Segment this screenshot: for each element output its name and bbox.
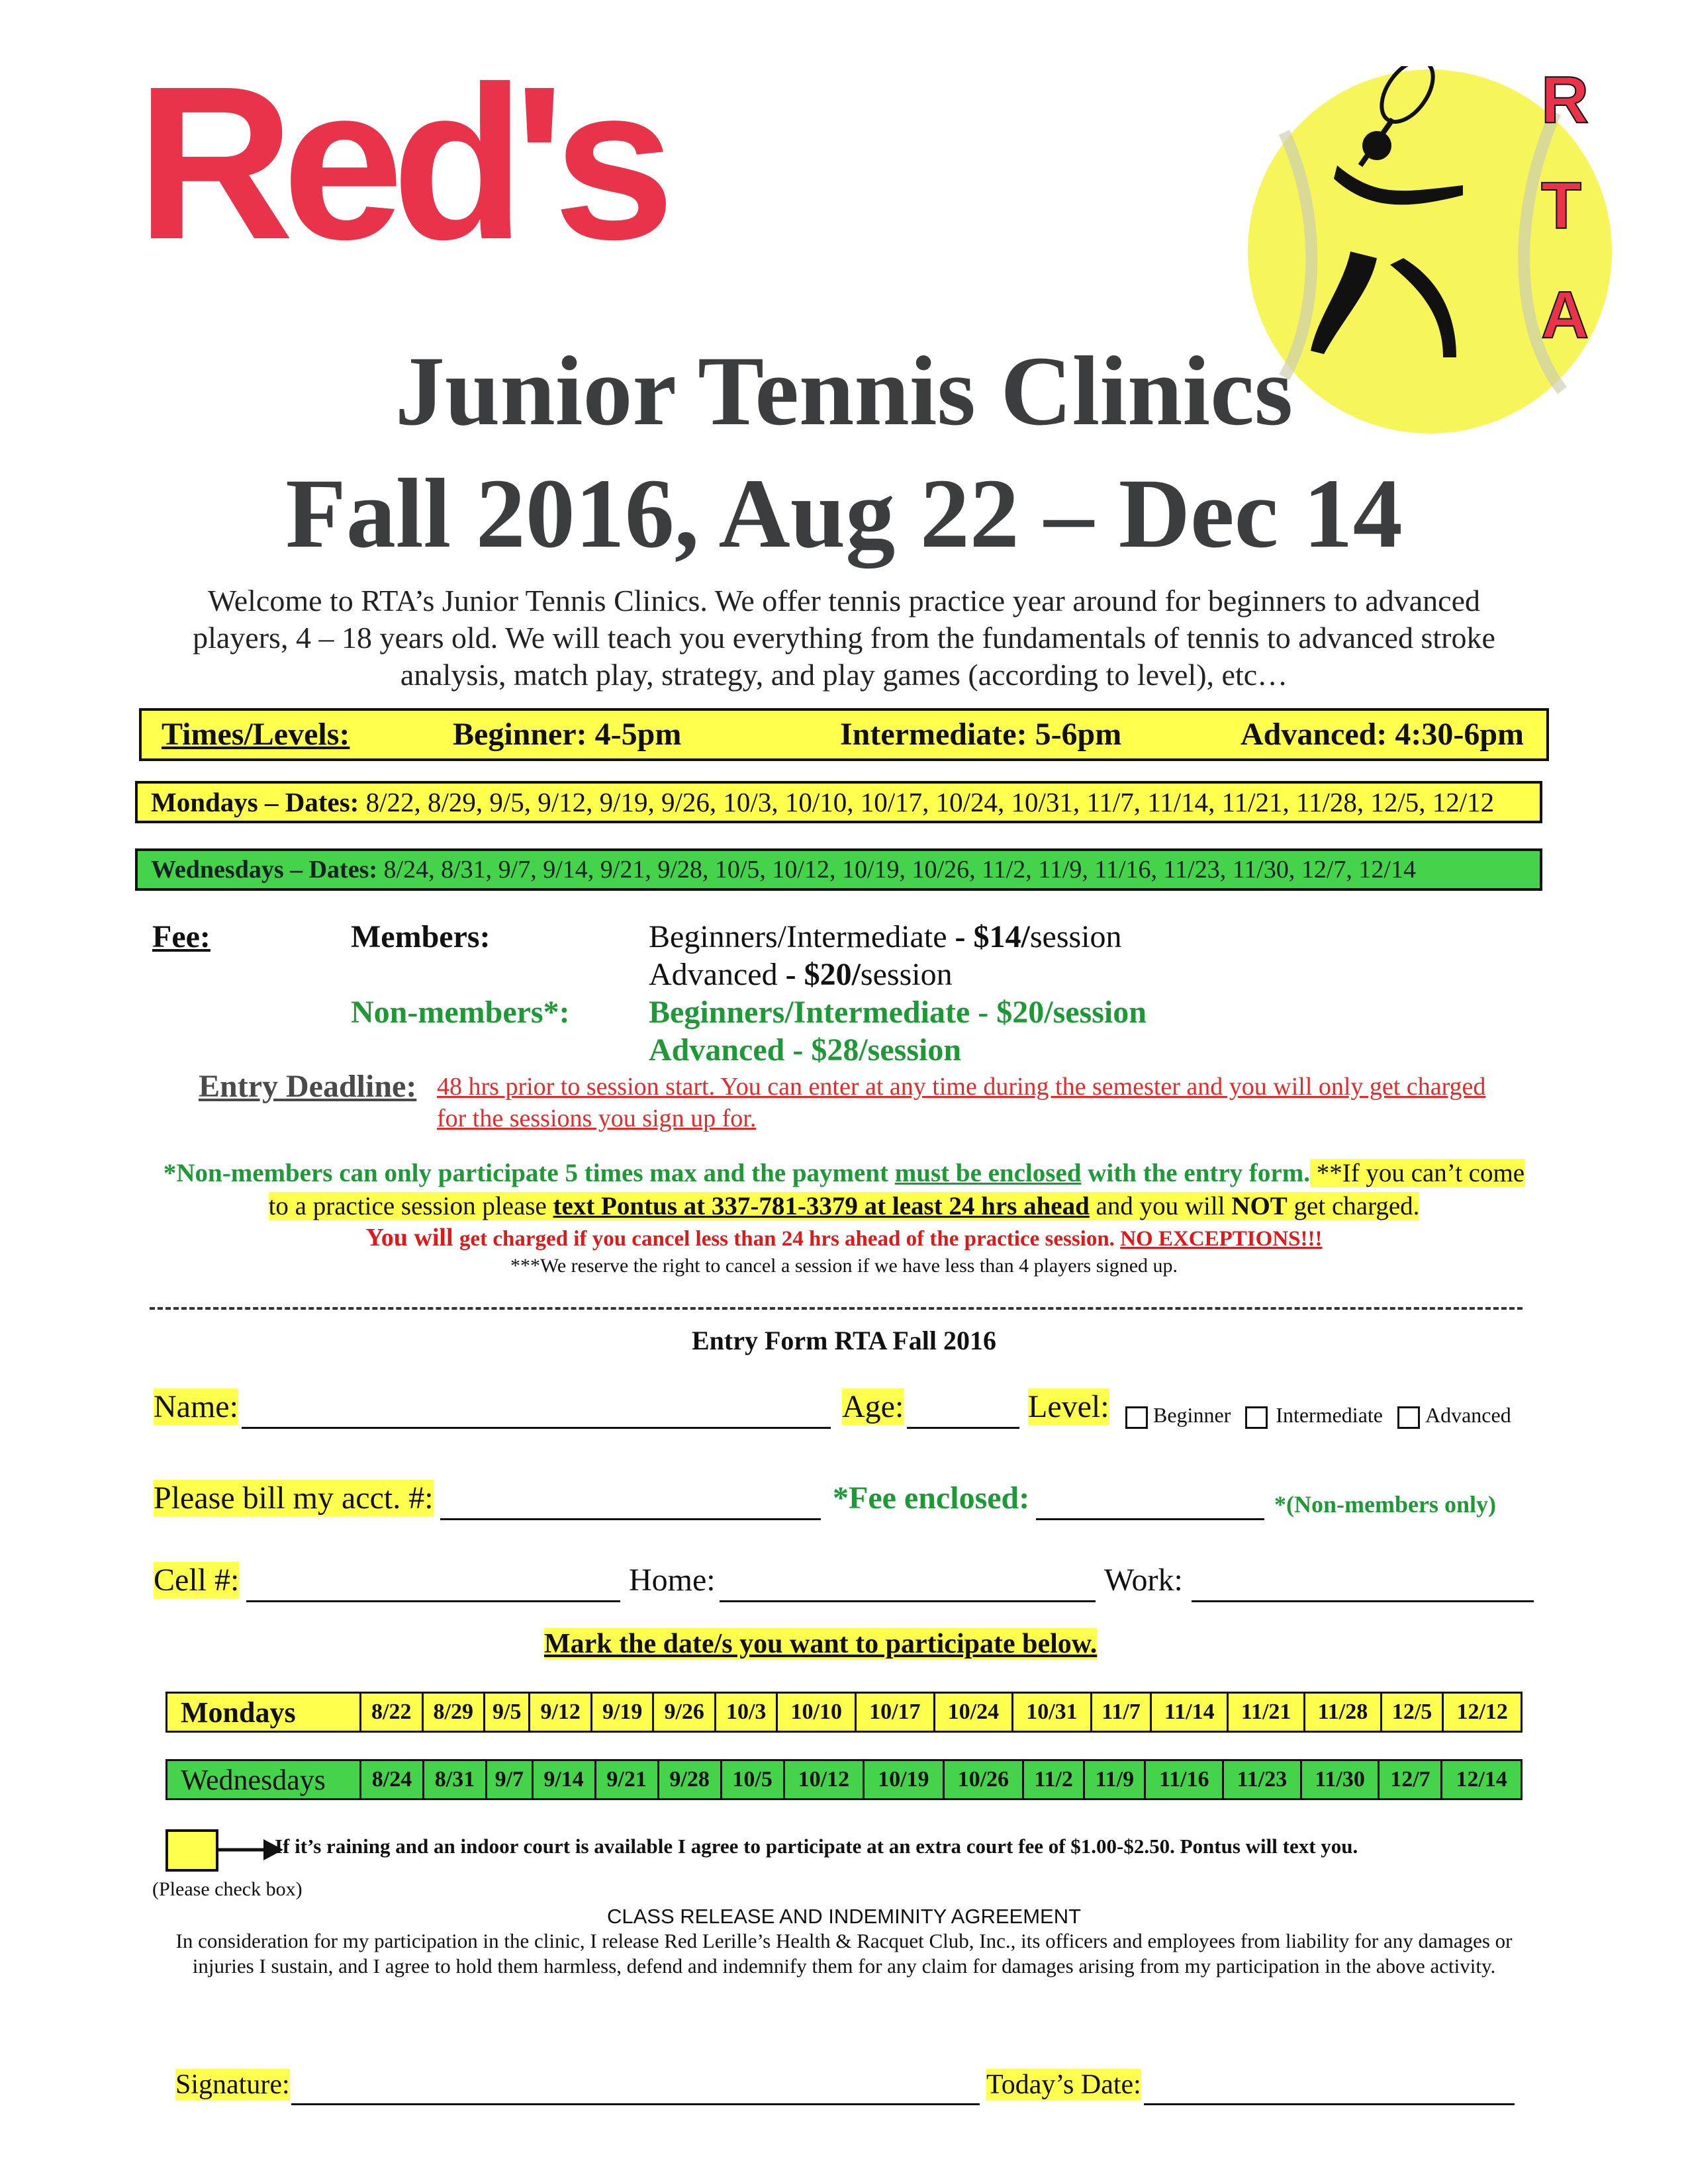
mondays-date-cell[interactable]: 9/19 (591, 1693, 653, 1732)
fee-enclosed-note: *(Non-members only) (1274, 1491, 1496, 1518)
mark-dates-instruction: Mark the date/s you want to participate below. (544, 1629, 1098, 1659)
wednesdays-dates-list: 8/24, 8/31, 9/7, 9/14, 9/21, 9/28, 10/5, 10/12, 10/19, 10/26, 11/2, 11/9, 11/16, 11/23, 11/30, 12/7, 12/14 (383, 856, 1416, 884)
wednesdays-date-cell[interactable]: 10/19 (864, 1760, 943, 1799)
wednesdays-date-cell[interactable]: 12/7 (1379, 1760, 1442, 1799)
wednesdays-date-cell[interactable]: 11/2 (1023, 1760, 1084, 1799)
work-field[interactable] (1192, 1600, 1534, 1602)
intermediate-checkbox[interactable] (1245, 1406, 1268, 1429)
mondays-date-cell[interactable]: 11/7 (1091, 1693, 1151, 1732)
wednesdays-date-cell[interactable]: 9/14 (532, 1760, 595, 1799)
mondays-date-cell[interactable]: 9/26 (653, 1693, 716, 1732)
wednesdays-date-cell[interactable]: 8/31 (424, 1760, 487, 1799)
mondays-dates-label: Mondays – Dates: (151, 787, 359, 817)
home-label: Home: (629, 1563, 716, 1598)
entry-deadline-label: Entry Deadline: (199, 1069, 417, 1104)
wednesdays-date-cell[interactable]: 9/21 (595, 1760, 658, 1799)
wednesdays-date-cell[interactable]: 12/14 (1442, 1760, 1522, 1799)
rain-agreement-checkbox[interactable] (165, 1829, 218, 1872)
name-field[interactable] (242, 1427, 831, 1429)
entry-deadline-text: 48 hrs prior to session start. You can enter at any time during the semester and you will only get charged for the sessions you sign up for. (437, 1073, 1486, 1132)
wednesdays-date-cell[interactable]: 10/12 (784, 1760, 863, 1799)
mondays-date-cell[interactable]: 11/21 (1228, 1693, 1305, 1732)
mondays-date-cell[interactable]: 8/22 (361, 1693, 423, 1732)
mondays-date-cell[interactable]: 9/5 (485, 1693, 530, 1732)
nonmembers-label: Non-members*: (351, 995, 570, 1030)
wednesdays-row (167, 1760, 1522, 1799)
intermediate-option-label: Intermediate (1276, 1403, 1383, 1427)
mondays-date-cell[interactable]: 10/17 (856, 1693, 935, 1732)
rta-letter-t: T (1541, 169, 1582, 243)
mondays-dates-list: 8/22, 8/29, 9/5, 9/12, 9/19, 9/26, 10/3, 10/10, 10/17, 10/24, 10/31, 11/7, 11/14, 11/21, 11/28, 12/5, 12/12 (365, 787, 1495, 817)
advanced-option-label: Advanced (1425, 1403, 1511, 1427)
wednesdays-date-cell[interactable]: 10/26 (943, 1760, 1023, 1799)
times-levels-label: Times/Levels: (162, 717, 350, 752)
advanced-checkbox[interactable] (1397, 1406, 1420, 1429)
wednesdays-date-cell[interactable]: 11/30 (1301, 1760, 1379, 1799)
level-options (1125, 1403, 1511, 1429)
mondays-date-cell[interactable]: 12/5 (1381, 1693, 1443, 1732)
mondays-date-cell[interactable]: 10/3 (715, 1693, 777, 1732)
times-levels-bar (139, 708, 1549, 761)
reds-logo (130, 40, 739, 278)
mondays-row-label: Mondays (167, 1693, 361, 1732)
cell-field[interactable] (246, 1600, 620, 1602)
age-label: Age: (842, 1389, 904, 1424)
signature-label: Signature: (175, 2070, 290, 2100)
wednesdays-date-cell[interactable]: 9/7 (487, 1760, 533, 1799)
bill-account-field[interactable] (440, 1518, 821, 1520)
reds-logo-text: Red's (136, 40, 663, 278)
work-label: Work: (1104, 1563, 1183, 1598)
signature-field[interactable] (291, 2103, 980, 2105)
wednesdays-date-cell[interactable]: 11/23 (1223, 1760, 1301, 1799)
fee-label: Fee: (152, 919, 211, 954)
cancellation-warning: You will get charged if you cancel less than 24 hrs ahead of the practice session. NO EXCEPTIONS!!! (365, 1224, 1323, 1251)
wednesdays-date-cell[interactable]: 11/16 (1145, 1760, 1223, 1799)
intermediate-time: Intermediate: 5-6pm (840, 717, 1122, 752)
home-field[interactable] (720, 1600, 1096, 1602)
policy-note: *Non-members can only participate 5 times max and the payment must be enclosed with the entry form. **If you can’t come to a practice session please text Pontus at 337-781-3379 at least 24 hrs ahead and you will NOT get charged. (163, 1159, 1525, 1220)
reserve-note: ***We reserve the right to cancel a session if we have less than 4 players signed up. (510, 1255, 1178, 1277)
wednesdays-dates-label: Wednesdays – Dates: (151, 856, 378, 884)
entry-form-title: Entry Form RTA Fall 2016 (691, 1326, 997, 1355)
cut-line-divider (150, 1307, 1523, 1310)
name-label: Name: (154, 1389, 238, 1424)
cell-label: Cell #: (154, 1563, 240, 1598)
check-box-note: (Please check box) (152, 1878, 303, 1900)
rta-letter-r: R (1541, 66, 1589, 137)
intro-paragraph: Welcome to RTA’s Junior Tennis Clinics. We offer tennis practice year around for beginners to advanced players, 4 – 18 years old. We will teach you everything from the fundamentals of tennis to advanced stroke analysis, match play, strategy, and play games (according to level), etc… (193, 584, 1495, 692)
level-label: Level: (1028, 1389, 1109, 1424)
mondays-date-cell[interactable]: 11/28 (1305, 1693, 1382, 1732)
wednesdays-date-cell[interactable]: 8/24 (361, 1760, 424, 1799)
mondays-date-cell[interactable]: 10/31 (1013, 1693, 1092, 1732)
wednesdays-dates-bar (135, 848, 1542, 891)
bill-account-label: Please bill my acct. #: (154, 1480, 434, 1516)
todays-date-label: Today’s Date: (986, 2070, 1141, 2100)
rta-letter-a: A (1541, 278, 1589, 352)
wednesdays-date-cell[interactable]: 9/28 (658, 1760, 721, 1799)
advanced-time: Advanced: 4:30-6pm (1241, 717, 1524, 752)
mondays-date-cell[interactable]: 10/24 (934, 1693, 1013, 1732)
wednesdays-date-cell[interactable]: 10/5 (721, 1760, 784, 1799)
members-fee-line1: Beginners/Intermediate - $14/session (649, 919, 1122, 954)
mondays-date-cell[interactable]: 9/12 (530, 1693, 592, 1732)
beginner-time: Beginner: 4-5pm (453, 717, 682, 752)
page-subtitle: Fall 2016, Aug 22 – Dec 14 (285, 459, 1403, 569)
wednesdays-date-table (165, 1759, 1523, 1800)
release-agreement-text: In consideration for my participation in the clinic, I release Red Lerille’s Health & Racquet Club, Inc., its officers and employees from liability for any damages or injuries I sustain, and I agree to hold them harmless, defend and indemnify them for any claim for damages arising from my participation in the above activity. (175, 1929, 1513, 1978)
beginner-option-label: Beginner (1153, 1403, 1231, 1427)
mondays-date-cell[interactable]: 12/12 (1443, 1693, 1522, 1732)
release-agreement-title: CLASS RELEASE AND INDEMINITY AGREEMENT (606, 1905, 1082, 1928)
todays-date-field[interactable] (1144, 2103, 1515, 2105)
rain-agreement-text: If it’s raining and an indoor court is available I agree to participate at an extra court fee of $1.00-$2.50. Pontus will text you. (275, 1835, 1358, 1858)
fee-enclosed-field[interactable] (1036, 1518, 1264, 1520)
mondays-date-cell[interactable]: 11/14 (1151, 1693, 1228, 1732)
page-title: Junior Tennis Clinics (395, 336, 1293, 446)
nonmembers-fee-line2: Advanced - $28/session (649, 1032, 962, 1068)
mondays-date-cell[interactable]: 10/10 (777, 1693, 856, 1732)
age-field[interactable] (907, 1427, 1019, 1429)
members-label: Members: (351, 919, 491, 954)
nonmembers-fee-line1: Beginners/Intermediate - $20/session (649, 995, 1147, 1030)
members-fee-line2: Advanced - $20/session (649, 957, 953, 992)
wednesdays-date-cell[interactable]: 11/9 (1084, 1760, 1145, 1799)
mondays-date-cell[interactable]: 8/29 (422, 1693, 485, 1732)
mondays-dates-bar (135, 781, 1542, 823)
fee-enclosed-label: *Fee enclosed: (833, 1480, 1030, 1516)
wednesdays-row-label: Wednesdays (167, 1760, 361, 1799)
beginner-checkbox[interactable] (1125, 1406, 1148, 1429)
mondays-date-table (165, 1692, 1523, 1733)
mondays-row (167, 1693, 1522, 1732)
